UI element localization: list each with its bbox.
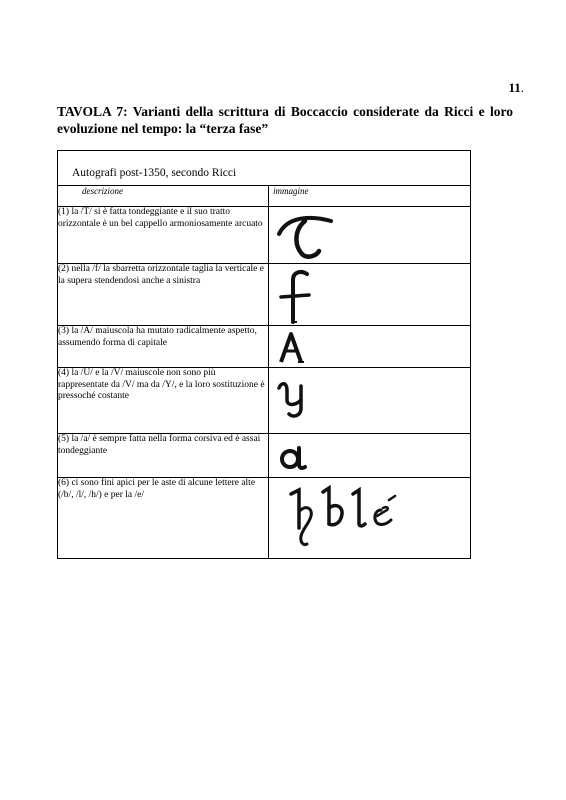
- row-2-description: (2) nella /f/ la sbarretta orizzontale taglia la verticale e la supera stendendosi anche a sinistra: [58, 264, 269, 326]
- table-row: [58, 264, 470, 326]
- page-number-value: 11: [508, 80, 521, 95]
- row-5-image: [269, 434, 471, 478]
- variants-grid: [58, 185, 470, 559]
- row-5-description: (5) la /a/ è sempre fatta nella forma corsiva ed è assai tondeggiante: [58, 434, 269, 478]
- page-number: [508, 80, 524, 96]
- letter-Y-glyph: [269, 368, 469, 434]
- document-title: TAVOLA 7: Varianti della scrittura di Boccaccio considerate da Ricci e loro evoluzione nel tempo: la “terza fase”: [57, 104, 513, 136]
- row-3-description: (3) la /A/ maiuscola ha mutato radicalmente aspetto, assumendo forma di capitale: [58, 326, 269, 368]
- table-row: [58, 434, 470, 478]
- row-6-description: (6) ci sono fini apici per le aste di alcune lettere alte (/b/, /l/, /h/) e per la /e/: [58, 478, 269, 559]
- image-header: immagine: [269, 186, 471, 207]
- row-2-image: [269, 264, 471, 326]
- row-1-image: [269, 207, 471, 264]
- row-4-image: [269, 368, 471, 434]
- page-number-dot: .: [520, 80, 524, 95]
- letter-f-glyph: [269, 264, 469, 326]
- row-3-image: [269, 326, 471, 368]
- letters-hble-glyph: [269, 478, 469, 559]
- table-row: [58, 368, 470, 434]
- tavola-table: [57, 150, 471, 559]
- table-row: [58, 326, 470, 368]
- row-4-description: (4) la /U/ e la /V/ maiuscole non sono più rappresentate da /V/ ma da /Y/, e la loro sostituzione è pressoché costante: [58, 368, 269, 434]
- row-6-image: [269, 478, 471, 559]
- table-caption: Autografi post-1350, secondo Ricci: [72, 167, 237, 179]
- row-1-description: (1) la /T/ si è fatta tondeggiante e il suo tratto orizzontale è un bel cappello armoniosamente arcuato: [58, 207, 269, 264]
- letter-A-glyph: [269, 326, 469, 368]
- letter-T-glyph: [269, 207, 469, 264]
- table-row: [58, 207, 470, 264]
- description-header: descrizione: [58, 186, 269, 207]
- table-row: [58, 478, 470, 559]
- letter-a-glyph: [269, 434, 469, 478]
- header-row: [58, 186, 470, 207]
